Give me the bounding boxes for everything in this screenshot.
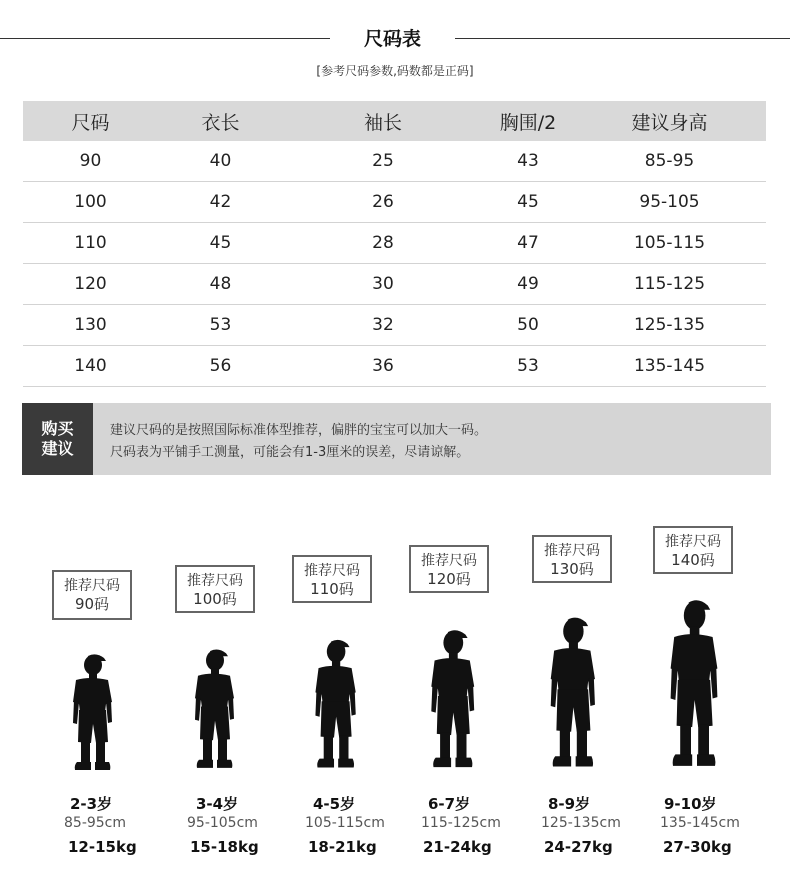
recommended-size-box <box>532 535 612 583</box>
age-label: 2-3岁 <box>70 795 113 813</box>
table-cell: 85-95 <box>573 141 766 182</box>
table-cell: 105-115 <box>573 223 766 264</box>
table-cell: 140 <box>23 346 158 387</box>
recommended-size-box <box>52 570 132 620</box>
child-silhouette-icon <box>417 625 483 773</box>
table-cell: 47 <box>483 223 573 264</box>
title-divider-right <box>455 38 790 39</box>
recommended-size-label: 推荐尺码 <box>665 534 721 550</box>
recommended-size-value: 140码 <box>671 551 715 569</box>
column-header-sleeve: 袖长 <box>283 101 483 141</box>
age-label: 4-5岁 <box>313 795 356 813</box>
advice-line-1: 建议尺码的是按照国际标准体型推荐，偏胖的宝宝可以加大一码。 <box>110 423 488 438</box>
child-silhouette-icon <box>302 635 364 773</box>
table-cell: 45 <box>158 223 283 264</box>
recommended-size-value: 100码 <box>193 590 237 608</box>
child-silhouette-icon <box>536 612 604 773</box>
weight-range: 18-21kg <box>308 838 377 856</box>
badge-line-1: 购买 <box>41 419 74 438</box>
table-row <box>23 346 766 387</box>
advice-text <box>110 420 487 464</box>
weight-range: 21-24kg <box>423 838 492 856</box>
column-header-chest: 胸围/2 <box>483 101 573 141</box>
table-cell: 45 <box>483 182 573 223</box>
purchase-advice-badge <box>22 403 93 475</box>
table-cell: 90 <box>23 141 158 182</box>
height-range: 115-125cm <box>421 815 501 831</box>
weight-range: 15-18kg <box>190 838 259 856</box>
height-range: 95-105cm <box>187 815 258 831</box>
recommended-size-label: 推荐尺码 <box>304 563 360 579</box>
recommended-size-label: 推荐尺码 <box>544 543 600 559</box>
size-table <box>23 101 766 387</box>
recommended-size-value: 120码 <box>427 570 471 588</box>
table-row <box>23 223 766 264</box>
height-range: 105-115cm <box>305 815 385 831</box>
table-cell: 120 <box>23 264 158 305</box>
age-label: 8-9岁 <box>548 795 591 813</box>
page-subtitle: [参考尺码参数,码数都是正码] <box>316 64 474 78</box>
child-silhouette-icon <box>60 650 120 775</box>
table-cell: 26 <box>283 182 483 223</box>
recommended-size-value: 130码 <box>550 560 594 578</box>
table-cell: 48 <box>158 264 283 305</box>
age-label: 6-7岁 <box>428 795 471 813</box>
table-row <box>23 305 766 346</box>
height-range: 135-145cm <box>660 815 740 831</box>
table-cell: 43 <box>483 141 573 182</box>
table-cell: 125-135 <box>573 305 766 346</box>
recommended-size-label: 推荐尺码 <box>421 553 477 569</box>
table-cell: 30 <box>283 264 483 305</box>
column-header-length: 衣长 <box>158 101 283 141</box>
table-cell: 49 <box>483 264 573 305</box>
table-row <box>23 141 766 182</box>
table-cell: 115-125 <box>573 264 766 305</box>
recommended-size-box <box>653 526 733 574</box>
child-silhouette-icon <box>182 645 242 773</box>
title-divider-left <box>0 38 330 39</box>
table-row <box>23 264 766 305</box>
table-cell: 50 <box>483 305 573 346</box>
recommended-size-box <box>409 545 489 593</box>
column-header-height: 建议身高 <box>573 101 766 141</box>
purchase-advice-panel <box>22 403 771 475</box>
age-label: 9-10岁 <box>664 795 717 813</box>
child-silhouette-icon <box>655 594 727 773</box>
column-header-size: 尺码 <box>23 101 158 141</box>
table-cell: 100 <box>23 182 158 223</box>
height-range: 125-135cm <box>541 815 621 831</box>
table-cell: 53 <box>483 346 573 387</box>
table-cell: 53 <box>158 305 283 346</box>
weight-range: 27-30kg <box>663 838 732 856</box>
recommended-size-label: 推荐尺码 <box>64 578 120 594</box>
age-label: 3-4岁 <box>196 795 239 813</box>
height-range: 85-95cm <box>64 815 127 831</box>
recommended-size-value: 110码 <box>310 580 354 598</box>
weight-range: 24-27kg <box>544 838 613 856</box>
page-title: 尺码表 <box>363 28 421 50</box>
recommended-size-box <box>292 555 372 603</box>
recommended-size-box <box>175 565 255 613</box>
table-cell: 110 <box>23 223 158 264</box>
recommended-size-label: 推荐尺码 <box>187 573 243 589</box>
table-header-row <box>23 101 766 141</box>
advice-line-2: 尺码表为平铺手工测量，可能会有1-3厘米的误差，尽请谅解。 <box>110 445 470 460</box>
weight-range: 12-15kg <box>68 838 137 856</box>
table-cell: 32 <box>283 305 483 346</box>
title-row <box>0 24 790 54</box>
table-cell: 42 <box>158 182 283 223</box>
recommended-size-value: 90码 <box>74 595 110 613</box>
table-cell: 25 <box>283 141 483 182</box>
badge-line-2: 建议 <box>41 439 74 458</box>
table-cell: 40 <box>158 141 283 182</box>
table-cell: 56 <box>158 346 283 387</box>
table-cell: 28 <box>283 223 483 264</box>
table-cell: 95-105 <box>573 182 766 223</box>
table-cell: 36 <box>283 346 483 387</box>
table-row <box>23 182 766 223</box>
table-cell: 135-145 <box>573 346 766 387</box>
table-cell: 130 <box>23 305 158 346</box>
